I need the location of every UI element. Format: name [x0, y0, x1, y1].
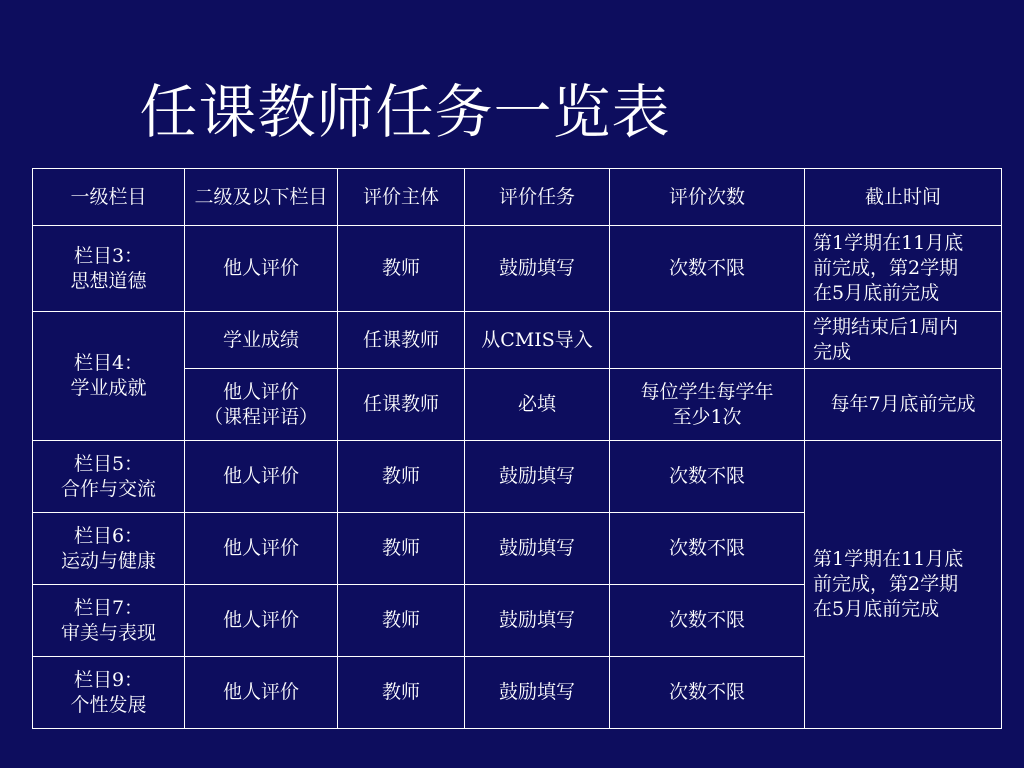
count-cell: 次数不限	[610, 226, 805, 312]
table-header-row	[33, 169, 1002, 226]
count-cell: 次数不限	[610, 657, 805, 729]
count-line: 至少1次	[672, 405, 742, 428]
category-label: 栏目3：	[73, 244, 144, 267]
sub-cell: 学业成绩	[185, 312, 338, 369]
subject-cell: 教师	[338, 513, 465, 585]
category-name: 个性发展	[70, 693, 147, 716]
deadline-line: 前完成，第2学期	[813, 257, 959, 279]
deadline-line: 学期结束后1周内	[813, 316, 959, 338]
category-cell	[33, 226, 185, 312]
sub-cell	[185, 369, 338, 441]
deadline-line: 在5月底前完成	[813, 282, 940, 304]
count-cell: 次数不限	[610, 513, 805, 585]
subject-cell: 任课教师	[338, 312, 465, 369]
header-cell: 评价任务	[465, 169, 610, 226]
task-cell: 鼓励填写	[465, 226, 610, 312]
category-label: 栏目7：	[73, 596, 144, 619]
category-cell	[33, 657, 185, 729]
sub-cell: 他人评价	[185, 657, 338, 729]
task-cell: 鼓励填写	[465, 585, 610, 657]
deadline-line: 完成	[813, 341, 852, 363]
category-name: 思想道德	[70, 269, 147, 292]
deadline-line: 第1学期在11月底	[813, 548, 964, 570]
sub-cell: 他人评价	[185, 441, 338, 513]
category-cell	[33, 513, 185, 585]
table-row	[33, 226, 1002, 312]
category-cell	[33, 585, 185, 657]
subject-cell: 教师	[338, 226, 465, 312]
category-label: 栏目4：	[73, 352, 144, 374]
category-name: 审美与表现	[60, 621, 156, 644]
task-cell: 从CMIS导入	[465, 312, 610, 369]
subject-cell: 任课教师	[338, 369, 465, 441]
task-cell: 鼓励填写	[465, 513, 610, 585]
subject-cell: 教师	[338, 441, 465, 513]
deadline-cell	[805, 226, 1002, 312]
count-cell: 次数不限	[610, 441, 805, 513]
task-cell: 必填	[465, 369, 610, 441]
category-name: 合作与交流	[60, 477, 156, 500]
header-cell: 二级及以下栏目	[185, 169, 338, 226]
category-label: 栏目9：	[73, 668, 144, 691]
deadline-cell	[805, 441, 1002, 729]
count-cell: 次数不限	[610, 585, 805, 657]
task-cell: 鼓励填写	[465, 657, 610, 729]
count-line: 每位学生每学年	[640, 380, 774, 403]
sub-cell: 他人评价	[185, 585, 338, 657]
count-cell	[610, 312, 805, 369]
task-cell: 鼓励填写	[465, 441, 610, 513]
sub-cell: 他人评价	[185, 513, 338, 585]
category-cell	[33, 441, 185, 513]
sub-cell: 他人评价	[185, 226, 338, 312]
deadline-line: 在5月底前完成	[813, 598, 940, 620]
category-name: 运动与健康	[60, 549, 156, 572]
count-cell	[610, 369, 805, 441]
table-row	[33, 312, 1002, 369]
deadline-cell	[805, 312, 1002, 369]
subject-cell: 教师	[338, 657, 465, 729]
category-cell	[33, 312, 185, 441]
sub-line: （课程评语）	[203, 405, 318, 428]
deadline-line: 前完成，第2学期	[813, 573, 959, 595]
slide-title: 任课教师任务一览表	[139, 78, 671, 146]
header-cell: 一级栏目	[33, 169, 185, 226]
sub-line: 他人评价	[222, 380, 299, 403]
deadline-line: 第1学期在11月底	[813, 232, 964, 254]
table-row	[33, 441, 1002, 513]
deadline-cell: 每年7月底前完成	[805, 369, 1002, 441]
header-cell: 评价主体	[338, 169, 465, 226]
category-name: 学业成就	[70, 377, 147, 399]
header-cell: 评价次数	[610, 169, 805, 226]
subject-cell: 教师	[338, 585, 465, 657]
category-label: 栏目5：	[73, 452, 144, 475]
category-label: 栏目6：	[73, 524, 144, 547]
header-cell: 截止时间	[805, 169, 1002, 226]
task-table	[32, 168, 1002, 729]
